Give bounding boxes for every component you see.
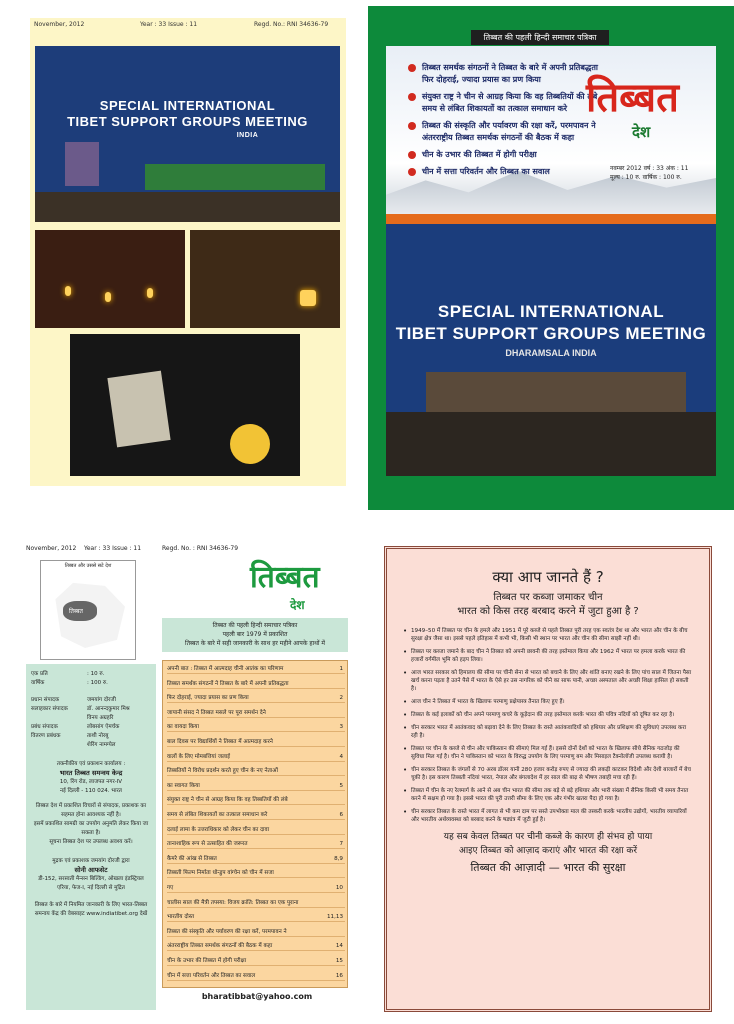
orange-stripe [386,214,716,224]
headline-item[interactable]: संयुक्त राष्ट्र ने चीन से आग्रह किया कि वह तिब्बतियों की लंबे समय से लंबित शिकायतों का तत्काल समाधान करे [408,91,604,115]
magazine-logo-sub: देश [290,598,305,612]
toc-title: बाल दिवस पर विद्यार्थियों ने तिब्बत में आत्मदाह करने [167,739,273,745]
magazine-intro [162,618,348,652]
toc-page-number: 7 [339,841,343,848]
bullet-icon [408,168,416,176]
toc-title: तानाशाहिक रूप से उत्साहित की जरूरत [167,841,248,848]
year-issue: Year : 33 Issue : 11 [84,545,142,552]
toc-title: अपनी बात : तिब्बत में आत्मदाह चीनी आतंक का परिणाम [167,666,284,672]
disclaimer: इसमें प्रकाशित सामग्री का उपयोग अनुमति लेकर किया जा सकता है। [33,821,149,836]
protest-photo [190,230,340,328]
toc-row[interactable] [167,957,345,966]
toc-row[interactable] [167,913,345,922]
bullet-icon [408,93,416,101]
toc-page-number: 15 [335,958,343,964]
closing-line: आइए तिब्बत को आज़ाद कराएं और भारत की रक्षा करें [458,846,638,856]
issue-date: November, 2012 [26,545,77,552]
toc-title: समय से लंबित शिकायतों का तत्काल समाधान करे [167,812,268,818]
banner-line2: TIBET SUPPORT GROUPS MEETING [395,324,707,343]
price-row: एक प्रति : 10 रु. [31,671,105,677]
printer-address: डी-152, सरस्वती मैन्सन बिल्डिंग, ओखला इंडस्ट्रियल एरिया, फेज-I, नई दिल्ली से मुद्रित [38,876,144,891]
headline-item[interactable]: तिब्बत की संस्कृति और पर्यावरण की रक्षा करें, परमपावन ने अंतरराष्ट्रीय तिब्बत समर्थक संगठनों की बैठक में कहा [408,120,604,144]
toc-row[interactable] [167,840,345,849]
fact-item: • चीन सरकार तिब्बत के जंगलों से 70 अरब डॉलर यानी 280 हजार करोड़ रुपए से ज्यादा की लकड़ी काटकर विदेशी और देशी बाजारों में बेच चुकी है। इस कारण तिब्बती नदियां भारत, नेपाल और बंगलादेश में हर साल की बाढ़ से भीषण तबाही मचा रही हैं। [403,766,693,782]
cover-body [386,46,716,476]
toc-page-number: 3 [339,724,343,731]
toc-row[interactable] [167,811,345,820]
toc-row[interactable] [167,767,345,776]
credit-row: प्रधान संपादक जमयांग दोरजी [31,697,116,703]
fact-item: • तिब्बत पर चीन के कब्जे से चीन और पाकिस्तान की सीमाएं मिल गई हैं। इससे दोनों देशों को भारत के खिलाफ सीधे सैनिक गठजोड़ की सुविधा मिल गई है। चीन ने पाकिस्तान को भारत के विरुद्ध उपयोग के लिए परमाणु बम और मिसाइल टैक्नोलॉजी उपलब्ध करायी है। [403,745,693,761]
photo-page [30,18,346,486]
portrait-protest-photo [70,334,300,476]
toc-row[interactable] [167,972,345,981]
toc-row[interactable] [167,665,345,674]
price-info: मूल्य : 10 रु. वार्षिक : 100 रु. [610,174,682,181]
toc-page-number: 1 [339,666,343,672]
podium [65,142,99,186]
tibet-map [40,560,136,660]
toc-title: संयुक्त राष्ट्र ने चीन से आग्रह किया कि वह तिब्बतियों की लंबे [167,797,288,804]
toc-page-number: 11,13 [326,914,343,921]
toc-title: भारतीय दोस्त [167,914,195,921]
magazine-logo: तिब्बत [250,560,320,595]
did-you-know-subheading [403,591,693,619]
toc-row[interactable] [167,899,345,908]
contact-email[interactable]: bharatibbat@yahoo.com [201,992,313,1001]
printer-name: सोनी आफसेट [74,866,108,874]
toc-title: जापानी संसद ने तिब्बत मसले पर पूरा समर्थन देने [167,709,266,716]
toc-row[interactable] [167,942,345,951]
issue-info: नवम्बर 2012 वर्ष : 33 अंक : 11 [610,165,689,172]
cover-headlines [408,62,604,183]
office-address: 10, रिंग रोड, लाजपत नगर-IV [59,779,123,785]
did-you-know-page [384,546,712,1012]
toc-row[interactable] [167,928,345,937]
headline-item[interactable]: चीन में सत्ता परिवर्तन और तिब्बत का सवाल [408,166,604,178]
banner-line2: TIBET SUPPORT GROUPS MEETING [67,114,308,129]
contents-page [22,542,352,1014]
bullet-icon [408,151,416,159]
bullet-icon [408,122,416,130]
toc-title: तिब्बत समर्थक संगठनों ने तिब्बत के बारे में अपनी प्रतिबद्धता [167,680,289,687]
printer-line: मुद्रक एवं प्रकाशक जमयांग दोरजी द्वारा [52,858,130,864]
toc-title: का स्वागत किया [167,782,200,789]
toc-page-number: 6 [339,812,343,818]
headline-item[interactable]: तिब्बत समर्थक संगठनों ने तिब्बत के बारे में अपनी प्रतिबद्धता फिर दोहराई, ज्यादा प्रयास का प्रण किया [408,62,604,86]
toc-title: तिब्बती फिल्म निर्माता धोन्डुप वांग्चेन को चीन में सजा [167,870,274,877]
toc-title: अंतरराष्ट्रीय तिब्बत समर्थक संगठनों की बैठक में कहा [167,943,273,950]
magazine-subtitle: देश [632,123,651,141]
toc-title: दलाई लामा के उत्तराधिकार को लेकर चीन का दावा [167,826,270,833]
toc-title: चालीस साल की मैत्री तपस्या: विजय क्रांति: तिब्बत का एक पुराना [167,899,299,906]
candle [65,286,71,296]
toc-row[interactable] [167,709,345,718]
toc-title: कैमरे की आंख से तिब्बत [167,855,217,862]
fact-item: • 1949–50 में तिब्बत पर चीन के हमले और 1951 में पूरे कब्जे से पहले तिब्बत पूरी तरह एक स्वतंत्र देश था और भारत और चीन के बीच सुरक्षा क्षेत्र जैसा था। इससे पहले इतिहास में कभी भी, किसी भी स्थान पर भारत और चीन की सीमा साझी नहीं थी। [403,627,693,643]
fact-item: • चीन सरकार तिब्बत के रास्ते भारत में लागत से भी कम दाम पर सस्ते उपभोक्ता माल की तस्करी करके भारतीय उद्योगों, भारतीय व्यापारियों और भारतीय अर्थव्यवस्था को बरबाद करने के षड्यंत्र में जुटी हुई है। [403,808,693,824]
toc-row[interactable] [167,680,345,689]
cover-page [368,6,734,510]
year-issue: Year : 33 Issue : 11 [140,21,198,28]
disclaimer: तिब्बत देश में प्रकाशित विचारों से संपादक, प्रकाशक का सहमत होना आवश्यक नहीं है। [35,803,147,818]
credit-row: प्रबंध संपादक लोबसांग ऐमर्चक [31,724,120,730]
office-label: तकनीकीय एवं प्रकाशन कार्यालय : [56,761,126,767]
banner-small: DHARAMSALA INDIA [505,348,597,358]
fact-list [403,627,693,824]
credits-box [26,664,156,1010]
crowd [386,412,716,476]
fact-item: • चीन सरकार भारत में आतंकवाद को बढ़ावा देने के लिए तिब्बत के रास्ते आतंकवादियों को हथियार और प्रशिक्षण की सुविधाएं उपलब्ध करा रही है। [403,724,693,740]
toc-row[interactable] [167,738,345,747]
candle-glow [230,424,270,464]
banner-line1: SPECIAL INTERNATIONAL [99,98,276,113]
toc-title: वालों के लिए मोमबत्तियां जलाई [167,753,231,760]
fact-item: • तिब्बत के कई इलाकों को चीन अपने परमाणु कचरे के कूड़ेदान की तरह इस्तेमाल करके भारत की पवित्र नदियों को दूषित कर रहा है। [403,711,693,719]
toc-page-number: 14 [335,943,343,950]
disclaimer: सूचना तिब्बत देश पर उपलब्ध अवश्य करें। [49,839,133,845]
credit-row: विनय अग्रहरि [87,715,114,721]
meeting-photo [35,46,340,222]
toc-title: तिब्बतियों ने विरोध प्रदर्शन करते हुए चीन के नए नेताओं [167,768,278,775]
regd-number: Regd. No.: RNI 34636-79 [254,21,329,28]
bullet-icon [408,64,416,72]
closing-line: यह सब केवल तिब्बत पर चीनी कब्जे के कारण ही संभव हो पाया [443,832,653,842]
banner-small: INDIA [236,132,259,139]
toc-title: गए [167,885,174,891]
toc-page-number: 2 [339,695,343,702]
credit-row: सलाहकार संपादक डॉ. आनन्दकुमार मिश्र [31,706,130,712]
fact-item: • आज चीन ने तिब्बत में भारत के खिलाफ परमाणु प्रक्षेपास्त्र तैनात किए हुए हैं। [403,698,693,706]
intro-line: पहली बार 1979 में प्रकाशित [222,631,288,638]
toc-title: चीन के उभार की तिब्बत में होगी परीक्षा [167,958,247,964]
toc-page-number: 10 [335,885,343,891]
subheading-line: भारत को किस तरह बरबाद करने में जुटा हुआ है ? [457,606,639,617]
audience [35,192,340,222]
toc-page-number: 16 [335,972,343,979]
toc-page-number: 5 [339,782,343,789]
intro-line: तिब्बत की पहली हिन्दी समाचार पत्रिका [212,622,298,629]
banner-line1: SPECIAL INTERNATIONAL [437,302,665,321]
toc-title: फिर दोहराई, ज्यादा प्रयास का प्रण किया [167,695,249,702]
credit-row: शेरिंग नामग्येल [87,742,116,748]
stage-table [145,164,325,190]
stage [426,372,686,412]
toc-row[interactable] [167,869,345,878]
map-title: तिब्बत और उससे सटे देश [64,563,112,569]
toc-row[interactable] [167,782,345,791]
office-address: नई दिल्ली - 110 024. भारत [60,788,122,794]
intro-line: तिब्बत के बारे में सही जानकारी के साथ हर महीने आपके हाथों में [185,640,325,647]
held-photograph [107,371,170,448]
fact-item: • तिब्बत पर कब्जा जमाने के बाद चीन ने तिब्बत को अपनी छावनी की तरह इस्तेमाल किया और 1962 में भारत पर हमला करके भारत की हजारों वर्गमील भूमि को हड़प लिया। [403,648,693,664]
toc-title: तिब्बत की संस्कृति और पर्यावरण की रक्षा करें, परमपावन ने [167,928,287,935]
subheading-line: तिब्बत पर कब्जा जमाकर चीन [493,592,603,603]
toc-row[interactable] [167,723,345,732]
toc-row[interactable] [167,694,345,703]
magazine-title: तिब्बत [586,75,679,121]
issue-date: November, 2012 [34,21,85,28]
toc-row[interactable] [167,855,345,864]
cover-tagline: तिब्बत की पहली हिन्दी समाचार पत्रिका [471,30,609,45]
toc-row[interactable] [167,826,345,835]
toc-page-number: 8,9 [334,855,343,862]
closing-text [403,830,693,858]
table-of-contents [162,660,348,988]
candle-vigil-photo [35,230,185,328]
website-note[interactable]: तिब्बत के बारे में नियमित जानकारी के लिए भारत-तिब्बत समन्वय केंद्र की वेबसाइट www.indiatibet.org देखें [34,902,148,917]
annual-row: वार्षिक : 100 रु. [31,680,108,686]
toc-row[interactable] [167,796,345,805]
headline-item[interactable]: चीन के उभार की तिब्बत में होगी परीक्षा [408,149,604,161]
regd-number: Regd. No. : RNI 34636-79 [162,545,239,552]
slogan: तिब्बत की आज़ादी — भारत की सुरक्षा [470,861,626,874]
map-region-label: तिब्बत [69,608,83,615]
toc-row[interactable] [167,753,345,762]
toc-page-number: 4 [339,753,343,760]
cover-meta [610,164,714,182]
page-header [30,18,346,30]
office-name: भारत तिब्बत समन्वय केन्द्र [59,769,123,777]
fact-item: • आज भारत सरकार को हिमालय की सीमा पर चीनी सेना से भारत को बचाने के लिए और शांति बनाए रखने के लिए पांच साल में जितना पैसा खर्च करना पड़ता है उतने पैसे में भारत के ऐसे हर उस नागरिक को पीने का साफ पानी, अच्छा अस्पताल और अच्छी शिक्षा हासिल हो सकती है। [403,669,693,693]
toc-title: चीन में सत्ता परिवर्तन और तिब्बत का सवाल [167,972,256,979]
candle [147,288,153,298]
did-you-know-heading: क्या आप जानते हैं ? [492,568,604,586]
flame [300,290,316,306]
cover-photo [386,224,716,476]
candle [105,292,111,302]
fact-item: • तिब्बत में चीन के नए रेलमार्ग के आने से अब चीन भारत की सीमा तक बड़े से बड़े हथियार और भारी संख्या में सैनिक किसी भी समय तैनात करने में सक्षम हो गया है। इससे भारत की पूरी उत्तरी सीमा के लिए एक और गंभीर खतरा पैदा हो गया है। [403,787,693,803]
toc-title: का वायदा किया [167,724,199,731]
credit-row: वितरण प्रबंधक ताशी नोरबू [31,733,109,739]
toc-row[interactable] [167,884,345,893]
